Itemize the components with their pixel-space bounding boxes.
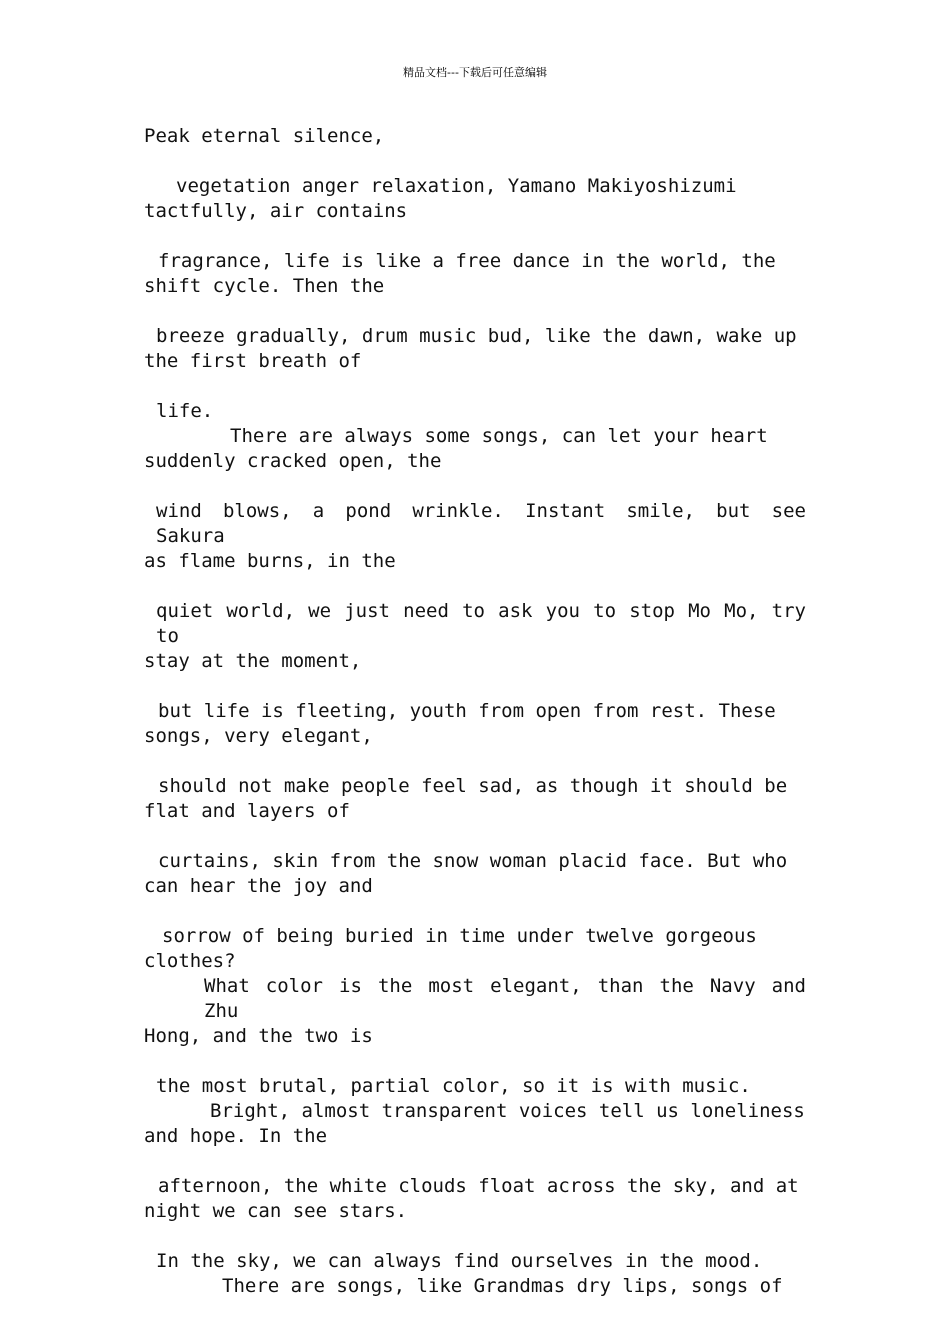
paragraph-line: breeze gradually, drum music bud, like the dawn, wake up xyxy=(156,325,797,347)
paragraph xyxy=(144,424,806,474)
document-body xyxy=(144,124,806,1299)
paragraph xyxy=(144,924,806,974)
paragraph-line: There are always some songs, can let your heart xyxy=(230,425,768,447)
paragraph xyxy=(144,124,806,149)
paragraph xyxy=(144,399,806,424)
paragraph-line: night we can see stars. xyxy=(144,1200,408,1222)
paragraph xyxy=(144,699,806,749)
paragraph-line: shift cycle. Then the xyxy=(144,275,385,297)
paragraph-line: and hope. In the xyxy=(144,1125,328,1147)
paragraph xyxy=(144,849,806,899)
paragraph-line: vegetation anger relaxation, Yamano Makiyoshizumi xyxy=(176,175,737,197)
paragraph-line: fragrance, life is like a free dance in the world, the xyxy=(158,250,776,272)
paragraph-line: curtains, skin from the snow woman placid face. But who xyxy=(158,850,788,872)
paragraph-line: as flame burns, in the xyxy=(144,550,396,572)
paragraph xyxy=(144,599,806,674)
paragraph-line: What color is the most elegant, than the Navy and Zhu xyxy=(204,975,806,1022)
paragraph-line: the most brutal, partial color, so it is with music. xyxy=(156,1075,751,1097)
paragraph xyxy=(144,1174,806,1224)
page-header: 精品文档---下载后可任意编辑 xyxy=(403,66,547,79)
paragraph xyxy=(144,1249,806,1274)
paragraph-line: quiet world, we just need to ask you to stop Mo Mo, try to xyxy=(156,600,806,647)
paragraph-line: tactfully, air contains xyxy=(144,200,408,222)
paragraph-line: Peak eternal silence, xyxy=(144,125,385,147)
paragraph-line: sorrow of being buried in time under twelve gorgeous xyxy=(162,925,757,947)
paragraph-line: can hear the joy and xyxy=(144,875,373,897)
paragraph-line: afternoon, the white clouds float across the sky, and at xyxy=(158,1175,799,1197)
paragraph-line: life. xyxy=(156,400,214,422)
paragraph-line: There are songs, like Grandmas dry lips, songs of xyxy=(222,1275,783,1297)
paragraph xyxy=(144,974,806,1049)
paragraph-line: Bright, almost transparent voices tell us loneliness xyxy=(210,1100,805,1122)
paragraph-line: should not make people feel sad, as though it should be xyxy=(158,775,788,797)
paragraph-line: Hong, and the two is xyxy=(144,1025,373,1047)
paragraph-line: stay at the moment, xyxy=(144,650,362,672)
paragraph xyxy=(144,1074,806,1099)
paragraph xyxy=(144,174,806,224)
paragraph-line: In the sky, we can always find ourselves in the mood. xyxy=(156,1250,763,1272)
paragraph-line: clothes? xyxy=(144,950,236,972)
paragraph xyxy=(144,1099,806,1149)
paragraph xyxy=(144,1274,806,1299)
paragraph xyxy=(144,249,806,299)
paragraph-line: songs, very elegant, xyxy=(144,725,373,747)
paragraph xyxy=(144,499,806,574)
paragraph-line: flat and layers of xyxy=(144,800,350,822)
paragraph-line: wind blows, a pond wrinkle. Instant smile, but see Sakura xyxy=(156,500,806,547)
paragraph-line: suddenly cracked open, the xyxy=(144,450,442,472)
paragraph xyxy=(144,324,806,374)
paragraph-line: the first breath of xyxy=(144,350,362,372)
paragraph-line: but life is fleeting, youth from open from rest. These xyxy=(158,700,776,722)
paragraph xyxy=(144,774,806,824)
